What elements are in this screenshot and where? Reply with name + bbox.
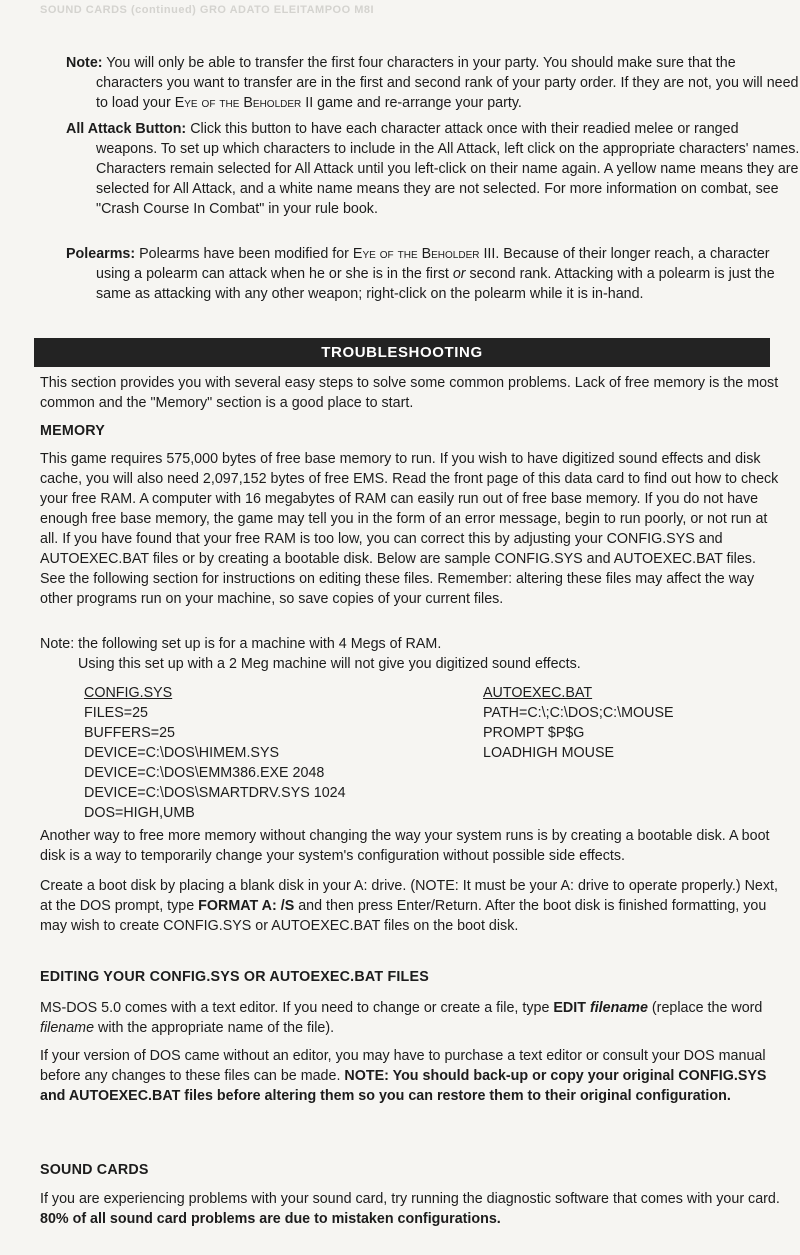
autoexec-bat-line: PATH=C:\;C:\DOS;C:\MOUSE — [483, 705, 674, 721]
autoexec-bat-title: AUTOEXEC.BAT — [483, 685, 593, 701]
config-sys-line: BUFFERS=25 — [84, 725, 175, 741]
polearms-label: Polearms: — [66, 246, 136, 262]
memory-note-2: Using this set up with a 2 Meg machine will not give you digitized sound effects. — [78, 656, 581, 672]
boot-disk-text-1: Create a boot disk by placing a blank disk in your A: drive. (NOTE: It must be your A: drive to operate properly.) Next, at the DOS prompt, type — [40, 878, 778, 914]
editing-paragraph-1 — [40, 998, 780, 1038]
troubleshooting-banner: TROUBLESHOOTING — [34, 338, 770, 367]
polearms-or: or — [452, 266, 466, 282]
format-command: FORMAT A: /S — [198, 898, 295, 914]
polearms-text-3: second rank. Attacking with a polearm is just the same as attacking with any other weapon; right-click on the polearm while it is in-hand. — [96, 266, 775, 302]
sound-cards-paragraph — [40, 1189, 780, 1229]
bleed-through-header: SOUND CARDS (continued) GRO ADATO ELEITAMPOO M8I — [40, 4, 375, 16]
config-sys-line: DEVICE=C:\DOS\EMM386.EXE 2048 — [84, 765, 325, 781]
filename-word: filename — [40, 1020, 95, 1036]
autoexec-bat-block — [483, 683, 674, 763]
memory-heading: MEMORY — [40, 423, 106, 439]
config-sys-line: DOS=HIGH,UMB — [84, 805, 195, 821]
all-attack-paragraph — [66, 119, 800, 219]
polearms-text-1: Polearms have been modified for — [139, 246, 353, 262]
polearms-paragraph — [66, 244, 800, 304]
editing-text-4: If your version of DOS came without an editor, you may have to purchase a text editor or consult your DOS manual before any changes to these files can be made. — [40, 1048, 766, 1084]
backup-warning: NOTE: You should back-up or copy your original CONFIG.SYS and AUTOEXEC.BAT files before altering them so you can restore them to their original configuration. — [40, 1068, 767, 1104]
sound-cards-text: If you are experiencing problems with your sound card, try running the diagnostic software that comes with your card. — [40, 1191, 780, 1207]
all-attack-label: All Attack Button: — [66, 121, 187, 137]
note-label: Note: — [66, 55, 103, 71]
config-sys-block — [84, 683, 346, 823]
edit-filename: filename — [589, 1000, 648, 1016]
memory-body: This game requires 575,000 bytes of free base memory to run. If you wish to have digitized sound effects and disk cache, you will also need 2,097,152 bytes of free EMS. Read the front page of this data card to find out how to check your free RAM. A computer with 16 megabytes of RAM can easily run out of free base memory. If you do not have enough free base memory, the game may tell you in the form of an error message, begin to run poorly, or not run at all. If you have found that your free RAM is too low, you can correct this by adjusting your CONFIG.SYS and AUTOEXEC.BAT files or by creating a bootable disk. Below are sample CONFIG.SYS and AUTOEXEC.BAT files. See the following section for instructions on editing these files. Remember: altering these files may affect the way other programs run on your machine, so save copies of your current files. — [40, 451, 779, 607]
sound-cards-statistic: 80% of all sound card problems are due to mistaken configurations. — [40, 1211, 501, 1227]
boot-disk-paragraph-2 — [40, 876, 780, 936]
edit-command: EDIT — [553, 1000, 586, 1016]
editing-text-1: MS-DOS 5.0 comes with a text editor. If you need to change or create a file, type — [40, 1000, 554, 1016]
config-sys-line: DEVICE=C:\DOS\HIMEM.SYS — [84, 745, 280, 761]
memory-note-1: Note: the following set up is for a machine with 4 Megs of RAM. — [40, 636, 442, 652]
polearms-text-2: . Because of their longer reach, a character using a polearm can attack when he or she is in the first — [96, 246, 770, 282]
autoexec-bat-line: PROMPT $P$G — [483, 725, 585, 741]
polearms-game-title: Eye of the Beholder III — [352, 246, 496, 262]
editing-text-3: with the appropriate name of the file). — [94, 1020, 335, 1036]
config-sys-title: CONFIG.SYS — [84, 685, 173, 701]
note-paragraph — [66, 53, 800, 113]
note-text-2: game and re-arrange your party. — [313, 95, 522, 111]
config-sys-line: FILES=25 — [84, 705, 148, 721]
all-attack-text: Click this button to have each character attack once with their readied melee or ranged weapons. To set up which characters to include in the All Attack, left click on the appropriate characters' names. Characters remain selected for All Attack until you left-click on their name again. A yellow name means they are selected for All Attack, and a white name means they are not selected. For more information on combat, see "Crash Course In Combat" in your rule book. — [96, 121, 800, 217]
editing-text-2: (replace the word — [647, 1000, 763, 1016]
note-game-title: Eye of the Beholder II — [174, 95, 314, 111]
config-sys-line: DEVICE=C:\DOS\SMARTDRV.SYS 1024 — [84, 785, 346, 801]
note-text: You will only be able to transfer the first four characters in your party. You should make sure that the characters you want to transfer are in the first and second rank of your party order. If they are not, you will need to load your — [96, 55, 799, 111]
boot-disk-text-2: and then press Enter/Return. After the boot disk is finished formatting, you may wish to create CONFIG.SYS or AUTOEXEC.BAT files on the boot disk. — [40, 898, 767, 934]
editing-paragraph-2 — [40, 1046, 780, 1106]
editing-heading: EDITING YOUR CONFIG.SYS OR AUTOEXEC.BAT FILES — [40, 969, 429, 985]
sound-cards-heading: SOUND CARDS — [40, 1162, 149, 1178]
autoexec-bat-line: LOADHIGH MOUSE — [483, 745, 615, 761]
troubleshooting-intro: This section provides you with several easy steps to solve some common problems. Lack of free memory is the most common and the "Memory" section is a good place to start. — [40, 375, 779, 411]
boot-disk-paragraph-1: Another way to free more memory without changing the way your system runs is by creating a bootable disk. A boot disk is a way to temporarily change your system's configuration without possible side effects. — [40, 828, 770, 864]
